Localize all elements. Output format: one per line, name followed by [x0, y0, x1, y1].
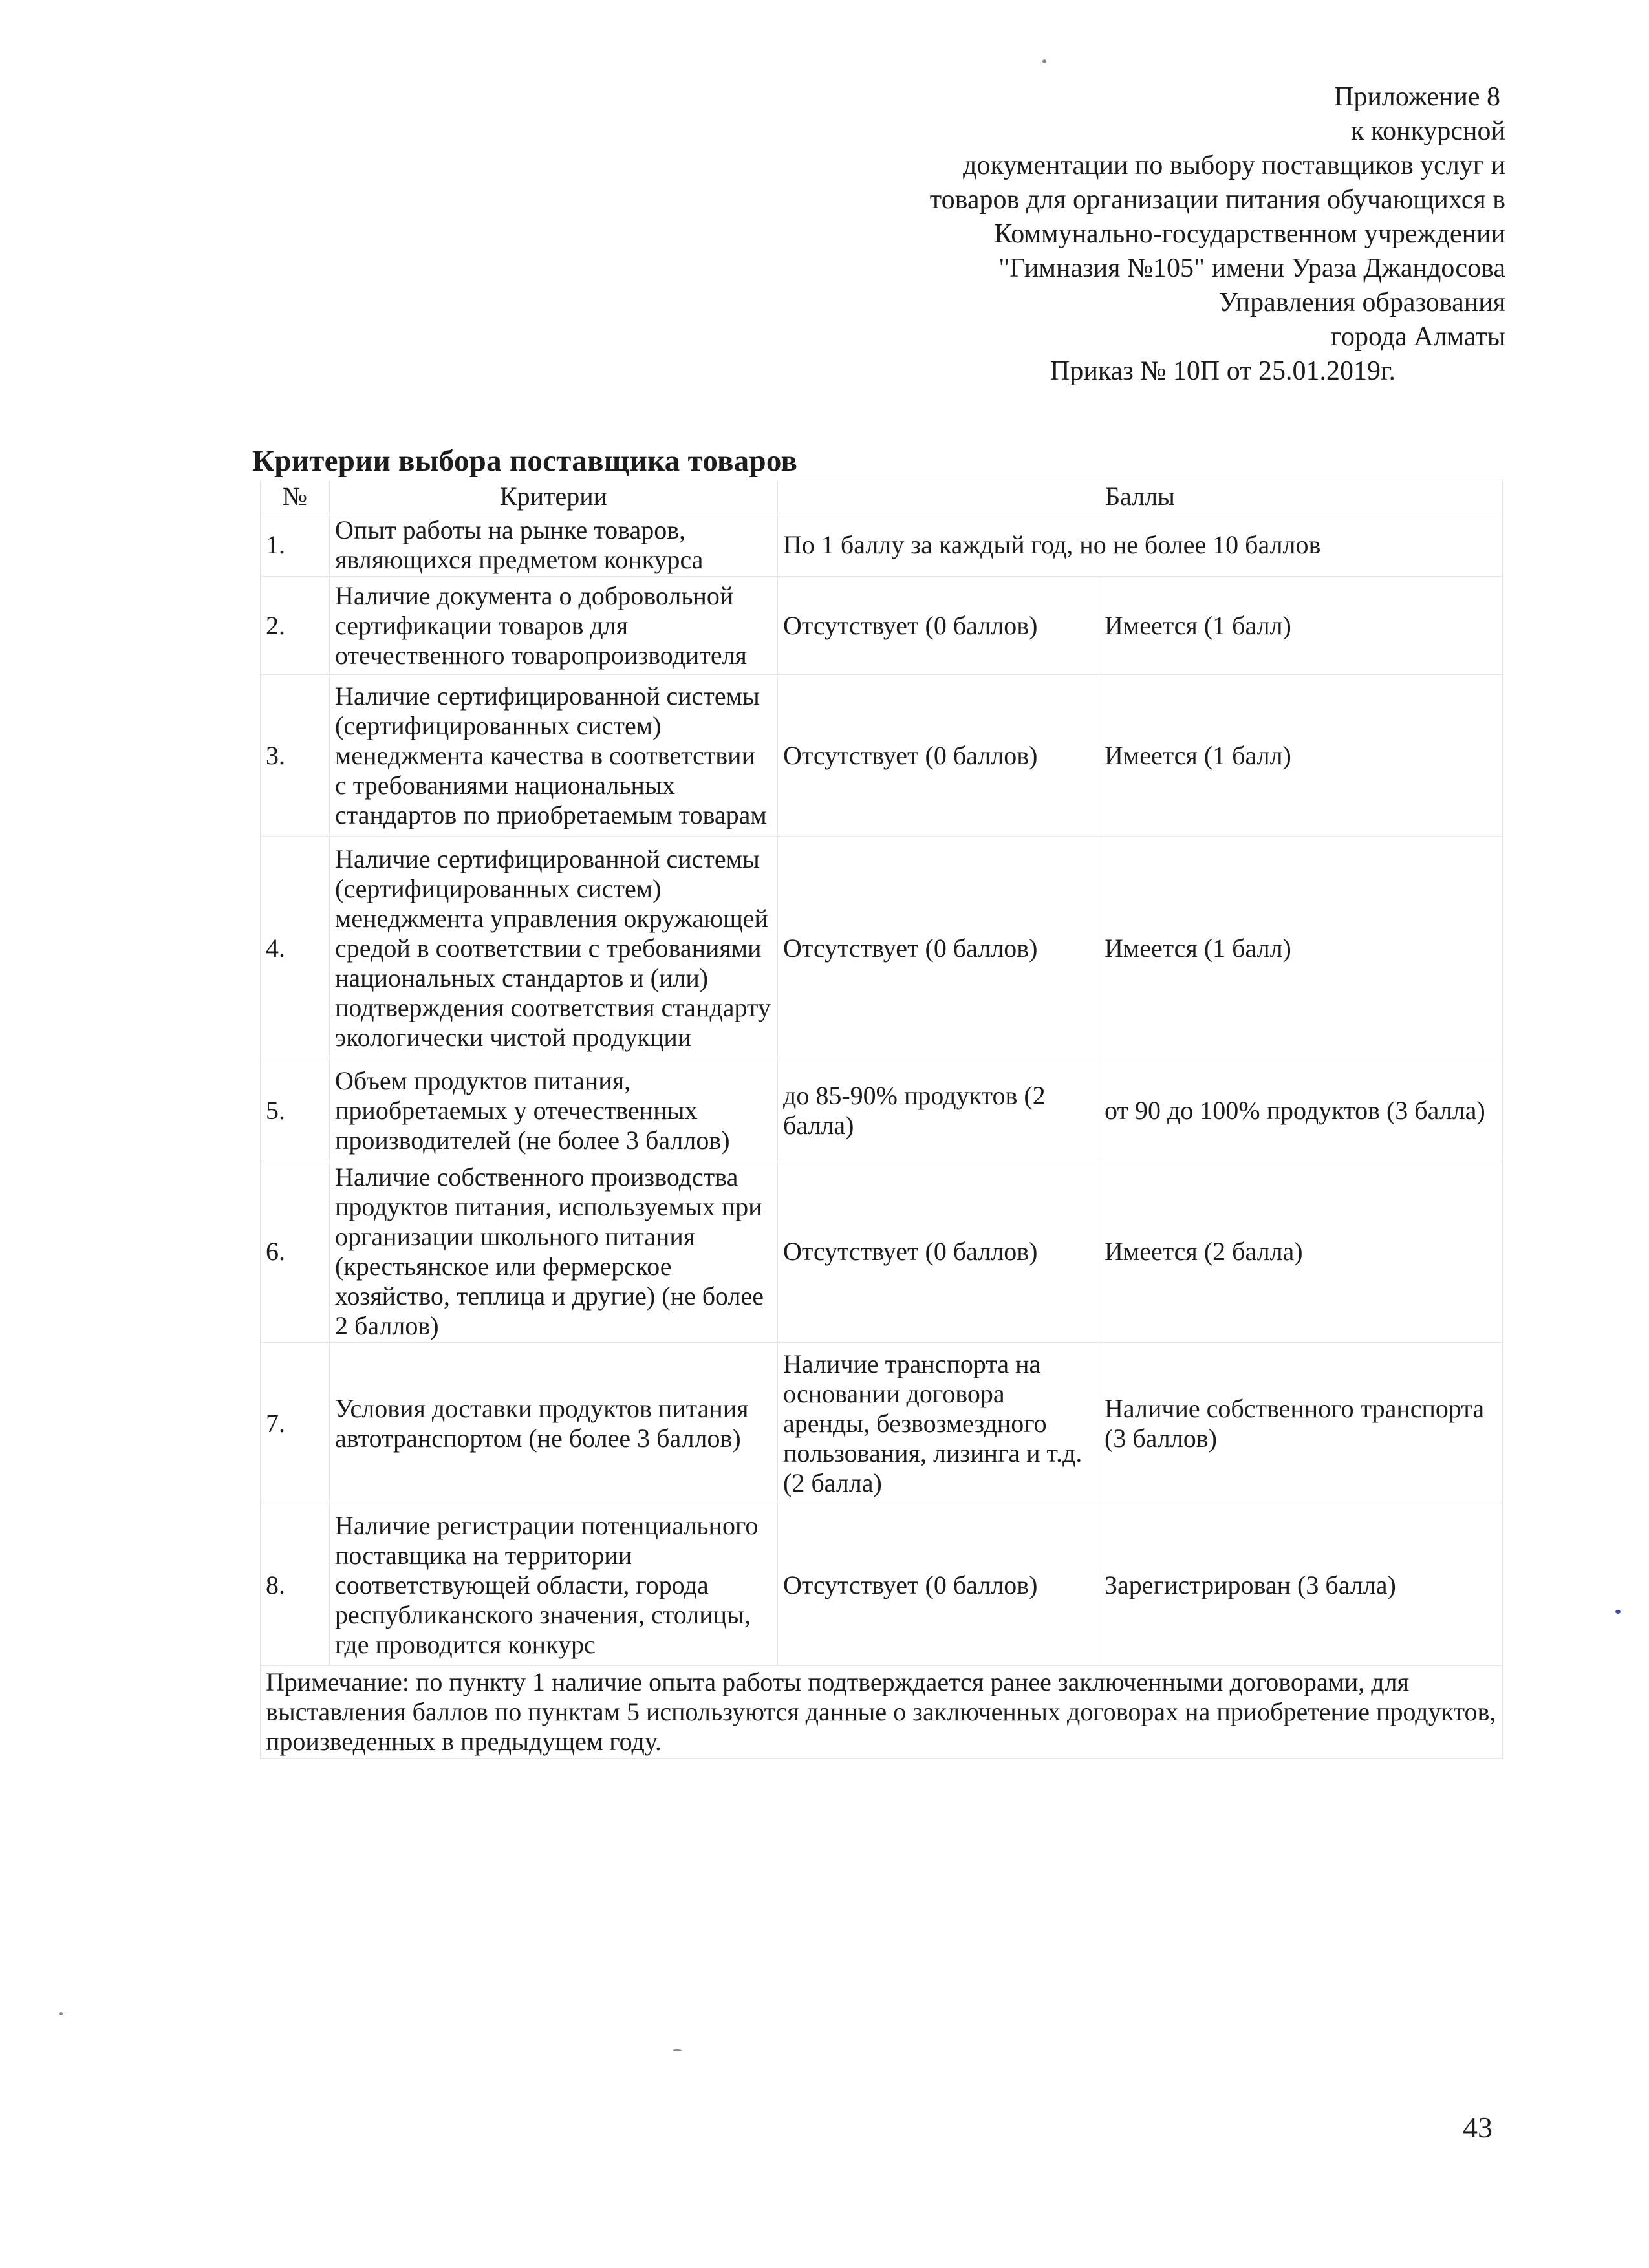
row-score-absent: Наличие транспорта на основании договора аренды, безвозмездного пользования, лизинга и т.д. (2 балла): [778, 1343, 1099, 1504]
row-criterion: Наличие сертифицированной системы (сертифицированных систем) менеджмента управления окружающей средой в соответствии с требованиями национальных стандартов и (или) подтверждения соответствия стандарту экологически чистой продукции: [330, 837, 778, 1060]
table-header-row: [261, 480, 1503, 513]
row-number: 2.: [261, 577, 330, 675]
header-line: города Алматы: [1330, 322, 1505, 352]
table-row: [261, 1060, 1503, 1161]
row-number: 7.: [261, 1343, 330, 1504]
scan-speck: [1615, 1610, 1621, 1614]
row-score-present: Имеется (1 балл): [1099, 577, 1503, 675]
table-note-row: [261, 1666, 1503, 1759]
table-row: [261, 1504, 1503, 1666]
scan-speck: [673, 2049, 682, 2051]
table-row: [261, 837, 1503, 1060]
row-score-absent: Отсутствует (0 баллов): [778, 837, 1099, 1060]
row-number: 1.: [261, 513, 330, 577]
header-line: Коммунально-государственном учреждении: [994, 219, 1505, 249]
row-number: 6.: [261, 1161, 330, 1343]
header-line: к конкурсной: [1350, 116, 1505, 146]
table-note: Примечание: по пункту 1 наличие опыта работы подтверждается ранее заключенными договорами, для выставления баллов по пунктам 5 используются данные о заключенных договорах на приобретение продуктов, произведенных в предыдущем году.: [261, 1666, 1503, 1759]
header-line: "Гимназия №105" имени Ураза Джандосова: [998, 253, 1505, 283]
table-row: [261, 1161, 1503, 1343]
document-header: [930, 80, 1505, 389]
page-number: 43: [1463, 2111, 1493, 2144]
row-score: По 1 баллу за каждый год, но не более 10 баллов: [778, 513, 1503, 577]
row-score-absent: Отсутствует (0 баллов): [778, 675, 1099, 837]
row-number: 5.: [261, 1060, 330, 1161]
row-score-present: Зарегистрирован (3 балла): [1099, 1504, 1503, 1666]
table-row: [261, 1343, 1503, 1504]
column-header-score: Баллы: [778, 480, 1503, 513]
column-header-number: №: [261, 480, 330, 513]
document-title: Критерии выбора поставщика товаров: [252, 444, 798, 478]
header-line: документации по выбору поставщиков услуг и: [963, 151, 1505, 180]
scan-speck: [59, 2012, 63, 2015]
header-line: Управления образования: [1218, 288, 1505, 317]
row-number: 8.: [261, 1504, 330, 1666]
table-row: [261, 513, 1503, 577]
row-number: 4.: [261, 837, 330, 1060]
row-score-present: от 90 до 100% продуктов (3 балла): [1099, 1060, 1503, 1161]
table-row: [261, 675, 1503, 837]
row-criterion: Условия доставки продуктов питания автотранспортом (не более 3 баллов): [330, 1343, 778, 1504]
row-criterion: Наличие сертифицированной системы (сертифицированных систем) менеджмента качества в соответствии с требованиями национальных стандартов по приобретаемым товарам: [330, 675, 778, 837]
row-score-absent: Отсутствует (0 баллов): [778, 1161, 1099, 1343]
row-criterion: Объем продуктов питания, приобретаемых у отечественных производителей (не более 3 баллов): [330, 1060, 778, 1161]
row-score-present: Имеется (1 балл): [1099, 675, 1503, 837]
row-score-absent: Отсутствует (0 баллов): [778, 577, 1099, 675]
scan-speck: [1042, 59, 1046, 63]
row-criterion: Опыт работы на рынке товаров, являющихся предметом конкурса: [330, 513, 778, 577]
row-score-absent: Отсутствует (0 баллов): [778, 1504, 1099, 1666]
column-header-criteria: Критерии: [330, 480, 778, 513]
table-row: [261, 577, 1503, 675]
row-score-present: Имеется (2 балла): [1099, 1161, 1503, 1343]
row-score-absent: до 85-90% продуктов (2 балла): [778, 1060, 1099, 1161]
row-number: 3.: [261, 675, 330, 837]
order-reference: Приказ № 10П от 25.01.2019г.: [1050, 356, 1396, 386]
row-criterion: Наличие собственного производства продуктов питания, используемых при организации школьного питания (крестьянское или фермерское хозяйство, теплица и другие) (не более 2 баллов): [330, 1161, 778, 1343]
row-score-present: Имеется (1 балл): [1099, 837, 1503, 1060]
criteria-table: [260, 480, 1503, 1759]
header-line: товаров для организации питания обучающихся в: [929, 185, 1505, 215]
row-score-present: Наличие собственного транспорта (3 баллов): [1099, 1343, 1503, 1504]
row-criterion: Наличие документа о добровольной сертификации товаров для отечественного товаропроизводителя: [330, 577, 778, 675]
row-criterion: Наличие регистрации потенциального поставщика на территории соответствующей области, города республиканского значения, столицы, где проводится конкурс: [330, 1504, 778, 1666]
header-line: Приложение 8: [1334, 82, 1500, 112]
